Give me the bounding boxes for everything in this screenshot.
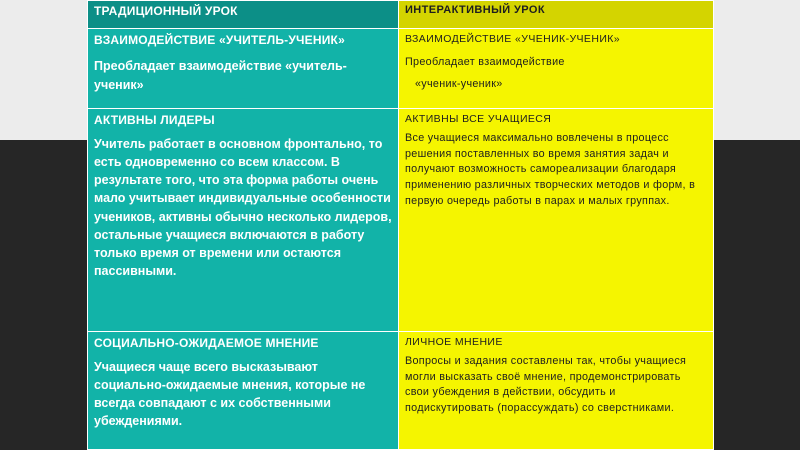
row-text: Учитель работает в основном фронтально, то есть одновременно со всем классом. В результате того, что эта форма работы очень мало учитывает индивидуальные особенности учеников, активны обычно несколько лидеров, остальные учащиеся включаются в работу только время от времени или остаются пассивными. (94, 137, 392, 278)
row-text: Все учащиеся максимально вовлечены в процесс решения поставленных во время занятия задач и получают возможность самореализации благодаря применению различных творческих методов и форм, в первую очередь работы в парах и малых группах. (405, 132, 696, 207)
cell-interactive (399, 332, 714, 450)
table-row (88, 29, 714, 109)
cell-traditional (88, 109, 399, 332)
row-text: Вопросы и задания составлены так, чтобы учащиеся могли высказать своё мнение, продемонстрировать свои убеждения в действии, обсудить и подискутировать (порассуждать) со сверстниками. (405, 355, 687, 414)
table-header-row (88, 1, 714, 29)
cell-interactive (399, 29, 714, 109)
header-interactive-label: ИНТЕРАКТИВНЫЙ УРОК (405, 4, 545, 16)
comparison-table (87, 0, 714, 450)
table-row (88, 332, 714, 450)
row-title: ЛИЧНОЕ МНЕНИЕ (405, 336, 503, 348)
cell-traditional (88, 332, 399, 450)
header-traditional-label: ТРАДИЦИОННЫЙ УРОК (94, 4, 238, 18)
row-title: ВЗАИМОДЕЙСТВИЕ «УЧИТЕЛЬ-УЧЕНИК» (94, 33, 345, 47)
cell-interactive (399, 109, 714, 332)
comparison-slide (87, 0, 713, 450)
cell-traditional (88, 29, 399, 109)
header-interactive (399, 1, 714, 29)
row-text: Преобладает взаимодействие «учитель-ученик» (94, 59, 347, 92)
row-title: АКТИВНЫ ВСЕ УЧАЩИЕСЯ (405, 113, 552, 125)
row-text: Преобладает взаимодействие (405, 56, 565, 68)
row-text: Учащиеся чаще всего высказывают социально-ожидаемые мнения, которые не всегда совпадают с их собственными убеждениями. (94, 360, 366, 429)
row-title: ВЗАИМОДЕЙСТВИЕ «УЧЕНИК-УЧЕНИК» (405, 33, 621, 45)
table-row (88, 109, 714, 332)
row-title: СОЦИАЛЬНО-ОЖИДАЕМОЕ МНЕНИЕ (94, 336, 319, 350)
row-title: АКТИВНЫ ЛИДЕРЫ (94, 113, 215, 127)
header-traditional (88, 1, 399, 29)
row-text-continued: «ученик-ученик» (415, 77, 503, 90)
